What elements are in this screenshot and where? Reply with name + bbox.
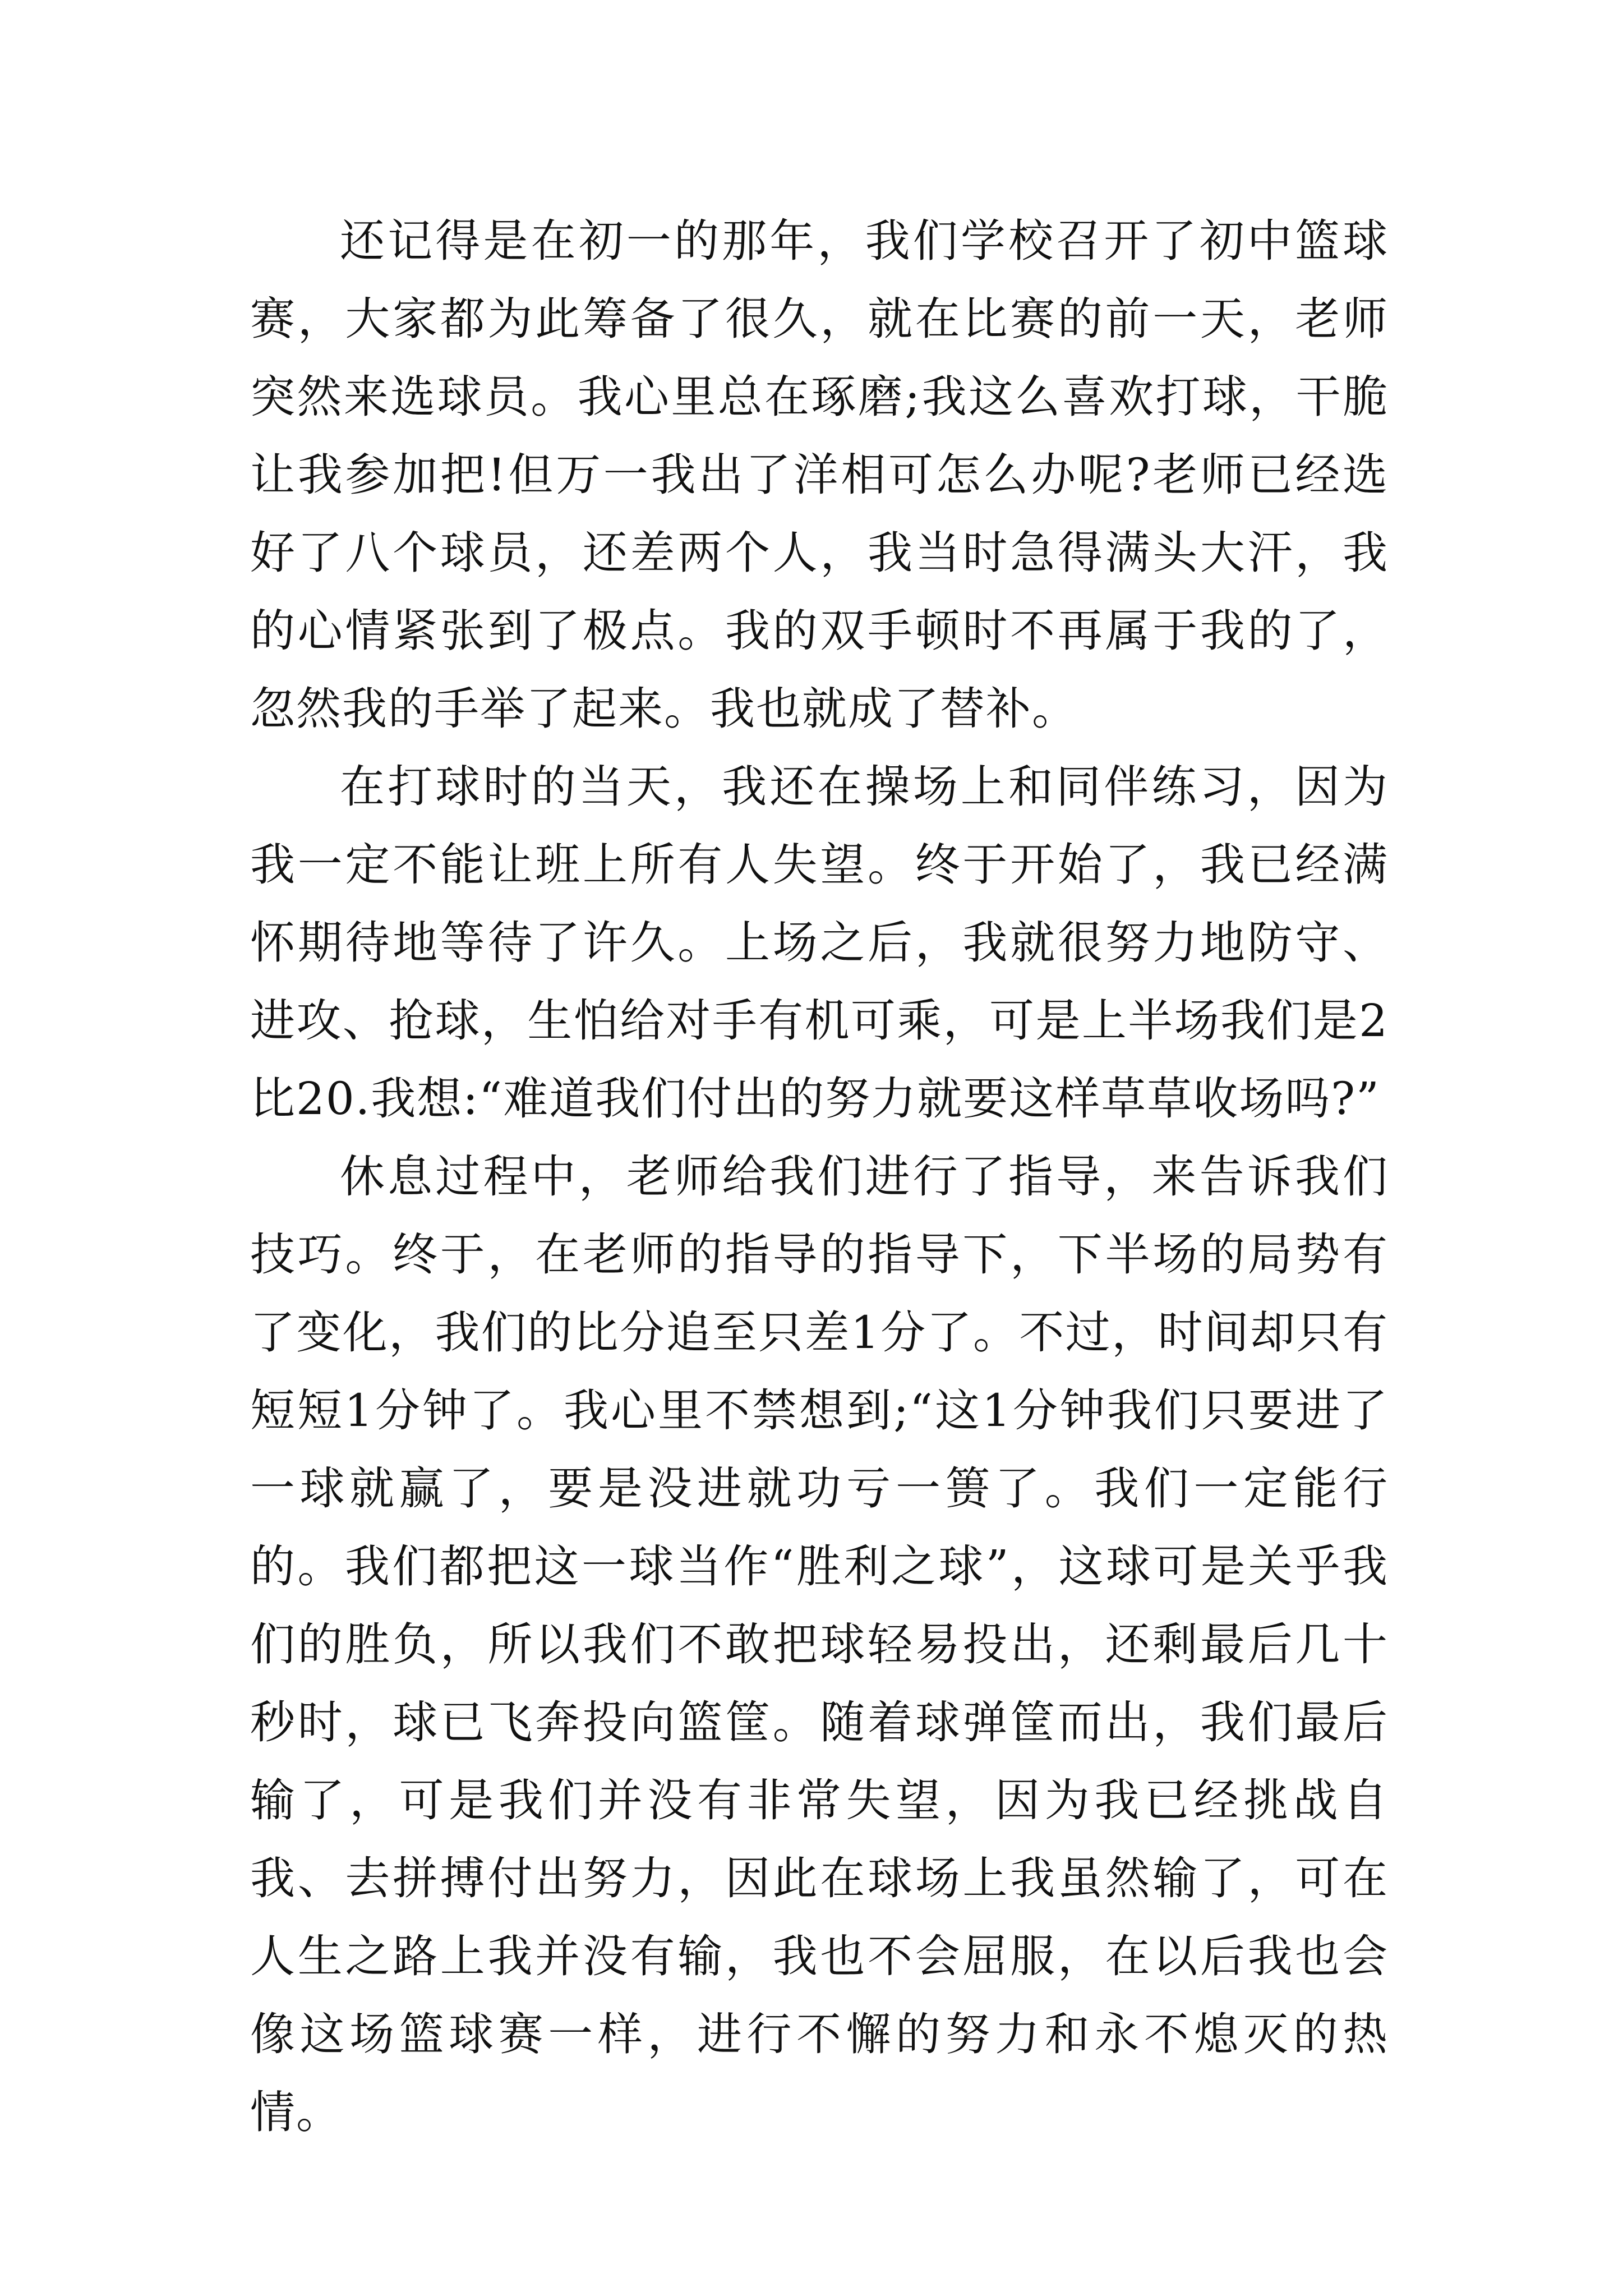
paragraph-3: 休息过程中，老师给我们进行了指导，来告诉我们技巧。终于，在老师的指导的指导下，下半场的局势有了变化，我们的比分追至只差1分了。不过，时间却只有短短1分钟了。我心里不禁想到;“这1分钟我们只要进了一球就赢了，要是没进就功亏一篑了。我们一定能行的。我们都把这一球当作“胜利之球”，这球可是关乎我们的胜负，所以我们不敢把球轻易投出，还剩最后几十秒时，球已飞奔投向篮筐。随着球弹筐而出，我们最后输了，可是我们并没有非常失望，因为我已经挑战自我、去拼搏付出努力，因此在球场上我虽然输了，可在人生之路上我并没有输，我也不会屈服，在以后我也会像这场篮球赛一样，进行不懈的努力和永不熄灭的热情。 [250,1151,1389,2138]
essay-body [250,202,1389,2151]
paragraph-1: 还记得是在初一的那年，我们学校召开了初中篮球赛，大家都为此筹备了很久，就在比赛的前一天，老师突然来选球员。我心里总在琢磨;我这么喜欢打球，干脆让我参加把!但万一我出了洋相可怎么办呢?老师已经选好了八个球员，还差两个人，我当时急得满头大汗，我的心情紧张到了极点。我的双手顿时不再属于我的了，忽然我的手举了起来。我也就成了替补。 [250,215,1389,735]
paragraph-2: 在打球时的当天，我还在操场上和同伴练习，因为我一定不能让班上所有人失望。终于开始了，我已经满怀期待地等待了许久。上场之后，我就很努力地防守、进攻、抢球，生怕给对手有机可乘，可是上半场我们是2比20.我想:“难道我们付出的努力就要这样草草收场吗?” [250,761,1389,1125]
